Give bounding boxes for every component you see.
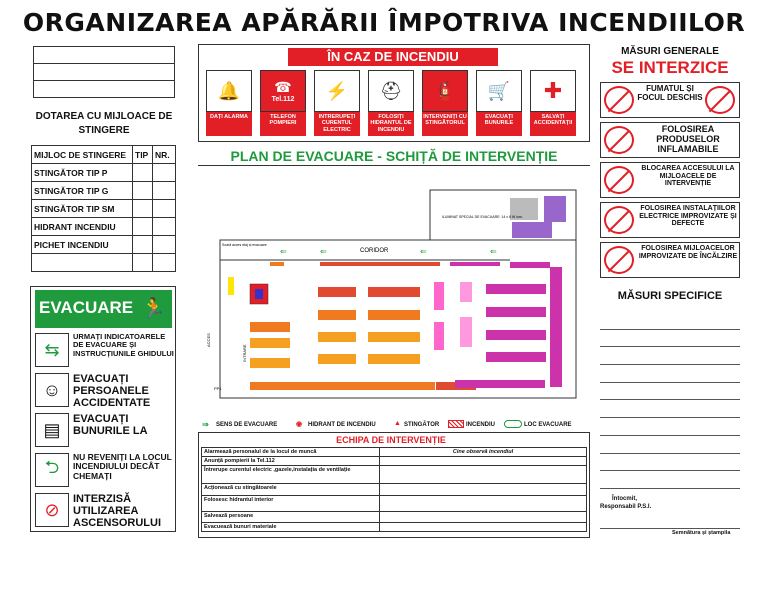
evacuare-item — [35, 333, 175, 369]
blank-line — [34, 64, 174, 81]
caz-item-label: TELEFON POMPIERI — [260, 112, 306, 136]
caz-item-label: SALVAȚI ACCIDENTAȚII — [530, 112, 576, 136]
echipa-row: Salvează persoane — [202, 512, 380, 523]
evacuare-panel — [30, 286, 176, 532]
dotare-row: STINGĂTOR TIP G — [32, 182, 133, 200]
no-open-fire-icon — [705, 86, 735, 114]
magenta-shelf — [486, 284, 546, 294]
blank-line — [34, 81, 174, 98]
caz-item — [476, 70, 522, 136]
no-blocking-icon — [604, 166, 634, 194]
evacuare-item-text: NU REVENIȚI LA LOCUL INCENDIULUI DECÂT CHEMAȚI — [73, 452, 172, 481]
page-title: ORGANIZAREA APĂRĂRII ÎMPOTRIVA INCENDIILOR — [22, 8, 746, 37]
orange-shelf — [368, 354, 420, 364]
caz-item — [260, 70, 306, 136]
dotare-table — [31, 145, 176, 272]
evacuation-arrow: ⇐ — [420, 247, 427, 256]
dotare-row: PICHET INCENDIU — [32, 236, 133, 254]
pp-label: PP1 — [214, 386, 222, 391]
intocmit-label: Întocmit, — [612, 496, 637, 502]
interdictie-text: FUMATUL ȘI FOCUL DESCHIS — [637, 84, 703, 102]
dotare-row: STINGĂTOR TIP SM — [32, 200, 133, 218]
note-label: ILUMINAT SPECIAL DE EVACUARE: 14 x 8 W lum. — [442, 215, 523, 219]
no-improvised-electrics-icon — [604, 206, 634, 234]
corridor-label: CORIDOR — [360, 248, 389, 254]
pink-shelf — [460, 282, 472, 302]
pink-shelf — [434, 282, 444, 310]
magenta-shelf — [486, 307, 546, 317]
tel-label: Tel.112 — [271, 96, 295, 103]
shelf-strip — [270, 262, 284, 266]
magenta-shelf — [486, 352, 546, 362]
interdictie-item — [600, 202, 740, 238]
orange-shelf — [318, 332, 356, 342]
pink-shelf — [460, 317, 472, 347]
legend-hydrant-icon: ◉ — [296, 421, 303, 428]
orange-shelf — [318, 287, 356, 297]
hydrant-icon: ⛑ — [368, 70, 414, 112]
shelf-strip — [510, 262, 550, 268]
plan-legend — [198, 418, 590, 432]
interdictie-text: FOLOSIREA INSTALAȚIILOR ELECTRICE IMPROVIZATE ȘI DEFECTE — [639, 205, 737, 228]
echipa-row: Întrerupe curentul electric ,gazele,instalația de ventilație — [202, 466, 380, 484]
dotare-header-mijloc: MIJLOC DE STINGERE — [32, 146, 133, 164]
caz-item — [368, 70, 414, 136]
interdictie-text: FOLOSIREA MIJLOACELOR IMPROVIZATE DE ÎNCĂLZIRE — [638, 245, 738, 260]
dotare-title: DOTAREA CU MIJLOACE DE STINGERE — [35, 111, 173, 136]
magenta-shelf — [486, 330, 546, 340]
orange-shelf — [250, 322, 290, 332]
magenta-shelf — [550, 267, 562, 387]
caz-item-label: DAȚI ALARMA — [206, 112, 252, 136]
purple-room — [512, 222, 552, 238]
orange-shelf — [250, 358, 290, 368]
shelf-strip — [320, 262, 440, 266]
dotare-row: STINGĂTOR TIP P — [32, 164, 133, 182]
evacuare-item — [35, 413, 175, 449]
evacuare-item-text: INTERZISĂ UTILIZAREA ASCENSORULUI — [73, 493, 162, 530]
echipa-row: Anunță pompierii la Tel.112 — [202, 457, 380, 466]
evacuare-item — [35, 453, 175, 489]
caz-item — [530, 70, 576, 136]
rescue-person-icon: ☺ — [35, 373, 69, 407]
legend-fire-icon — [448, 420, 464, 428]
evacuare-item — [35, 373, 175, 409]
caz-title: ÎN CAZ DE INCENDIU — [288, 48, 498, 66]
echipa-row: Folosesc hidrantul interior — [202, 496, 380, 512]
evacuare-item-text: EVACUAȚI BUNURILE LA — [73, 413, 148, 438]
trolley-icon: 🛒 — [476, 70, 522, 112]
orange-shelf — [250, 338, 290, 348]
first-aid-icon: ✚ — [530, 70, 576, 112]
entry-label: INTRARE — [242, 344, 247, 362]
evacuare-title: EVACUARE — [39, 298, 134, 317]
interdictie-text: FOLOSIREA PRODUSELOR INFLAMABILE — [656, 124, 720, 154]
caz-item — [314, 70, 360, 136]
evacuation-arrow: ⇐ — [280, 247, 287, 256]
echipa-row: Acționează cu stingătoarele — [202, 484, 380, 496]
no-return-icon: ⮌ — [35, 453, 69, 487]
power-off-icon: ⚡ — [314, 70, 360, 112]
orange-shelf — [368, 332, 420, 342]
no-smoking-icon — [604, 86, 634, 114]
no-improvised-heating-icon — [604, 246, 634, 274]
legend-item: SENS DE EVACUARE — [216, 422, 278, 428]
evacuation-arrow: ⇐ — [320, 247, 327, 256]
evacuation-floor-plan — [206, 172, 580, 414]
no-flammables-icon — [604, 126, 634, 154]
dotare-row: HIDRANT INCENDIU — [32, 218, 133, 236]
dotare-header-nr: NR. — [153, 146, 176, 164]
orange-shelf — [368, 310, 420, 320]
caz-item-label: INTRERUPEȚI CURENTUL ELECTRIC — [314, 112, 360, 136]
echipa-row: Alarmează personalul de la locul de muncă — [202, 448, 380, 457]
magenta-shelf — [455, 380, 545, 388]
goods-icon: ▤ — [35, 413, 69, 447]
echipa-table — [201, 447, 587, 532]
interdictie-item — [600, 162, 740, 198]
legend-assembly-icon — [504, 420, 522, 428]
dotare-header-tip: TIP — [133, 146, 153, 164]
plan-title: PLAN DE EVACUARE - SCHIȚĂ DE INTERVENȚIE — [198, 146, 590, 166]
legend-arrow-icon: ⇒ — [202, 420, 209, 429]
interdictie-item — [600, 122, 740, 158]
interdictie-item — [600, 242, 740, 278]
masuri-specifice-lines — [600, 312, 740, 489]
interdictie-item — [600, 82, 740, 118]
legend-item: LOC EVACUARE — [524, 422, 572, 428]
legend-extinguisher-icon: ▲ — [394, 420, 401, 427]
stair-label: Scară acces etaj și evacuare — [222, 243, 267, 247]
legend-item: INCENDIU — [466, 422, 496, 428]
caz-item-label: FOLOSIȚI HIDRANTUL DE INCENDIU — [368, 112, 414, 136]
echipa-de-interventie — [198, 432, 590, 538]
evacuare-header — [35, 290, 172, 328]
pink-shelf — [434, 322, 444, 350]
echipa-col2-header: Cine observă incendiul — [380, 448, 587, 457]
alarm-icon: 🔔 — [206, 70, 252, 112]
caz-item-label: EVACUAȚI BUNURILE — [476, 112, 522, 136]
echipa-title: ECHIPA DE INTERVENȚIE — [336, 435, 446, 445]
dotare-row-empty — [32, 254, 133, 272]
side-label: ACCES — [206, 333, 211, 347]
orange-shelf — [318, 310, 356, 320]
orange-shelf — [318, 354, 356, 364]
responsabil-label: Responsabil P.S.I. — [600, 504, 652, 510]
no-elevator-icon: ⊘ — [35, 493, 69, 527]
blank-line — [34, 47, 174, 64]
evacuare-item — [35, 493, 175, 529]
evacuare-item-text: EVACUAȚI PERSOANELE ACCIDENTATE — [73, 373, 151, 410]
signature-line — [600, 528, 740, 529]
legend-item: STINGĂTOR — [404, 422, 440, 428]
extinguisher-icon: 🧯 — [422, 70, 468, 112]
phone-icon: ☎ Tel.112 — [260, 70, 306, 112]
caz-item — [422, 70, 468, 136]
legend-item: HIDRANT DE INCENDIU — [308, 422, 376, 428]
in-caz-de-incendiu-panel — [198, 44, 590, 142]
evacuation-arrow: ⇐ — [490, 247, 497, 256]
se-interzice-title: SE INTERZICE — [611, 58, 729, 77]
caz-item — [206, 70, 252, 136]
evacuation-icon: ⇆ — [35, 333, 69, 367]
running-man-icon: 🏃 — [141, 298, 166, 320]
masuri-generale-title: MĂSURI GENERALE — [621, 46, 719, 57]
orange-shelf — [368, 287, 420, 297]
echipa-row: Evacuează bunuri materiale — [202, 523, 380, 532]
orange-shelf — [250, 382, 435, 390]
interdictie-text: BLOCAREA ACCESULUI LA MIJLOACELE DE INTERVENȚIE — [641, 165, 735, 188]
caz-item-label: INTERVENIȚI CU STINGĂTORUL — [422, 112, 468, 136]
header-blank-lines — [33, 46, 175, 98]
semnatura-label: Semnătura și ștampila — [672, 530, 731, 536]
display-stand-core — [255, 289, 263, 299]
evacuare-item-text: URMAȚI INDICATOARELE DE EVACUARE ȘI INSTRUCȚIUNILE GHIDULUI — [73, 332, 174, 358]
yellow-area — [228, 277, 234, 295]
shelf-strip — [450, 262, 500, 266]
masuri-specifice-title: MĂSURI SPECIFICE — [617, 290, 723, 302]
purple-room — [544, 196, 566, 222]
